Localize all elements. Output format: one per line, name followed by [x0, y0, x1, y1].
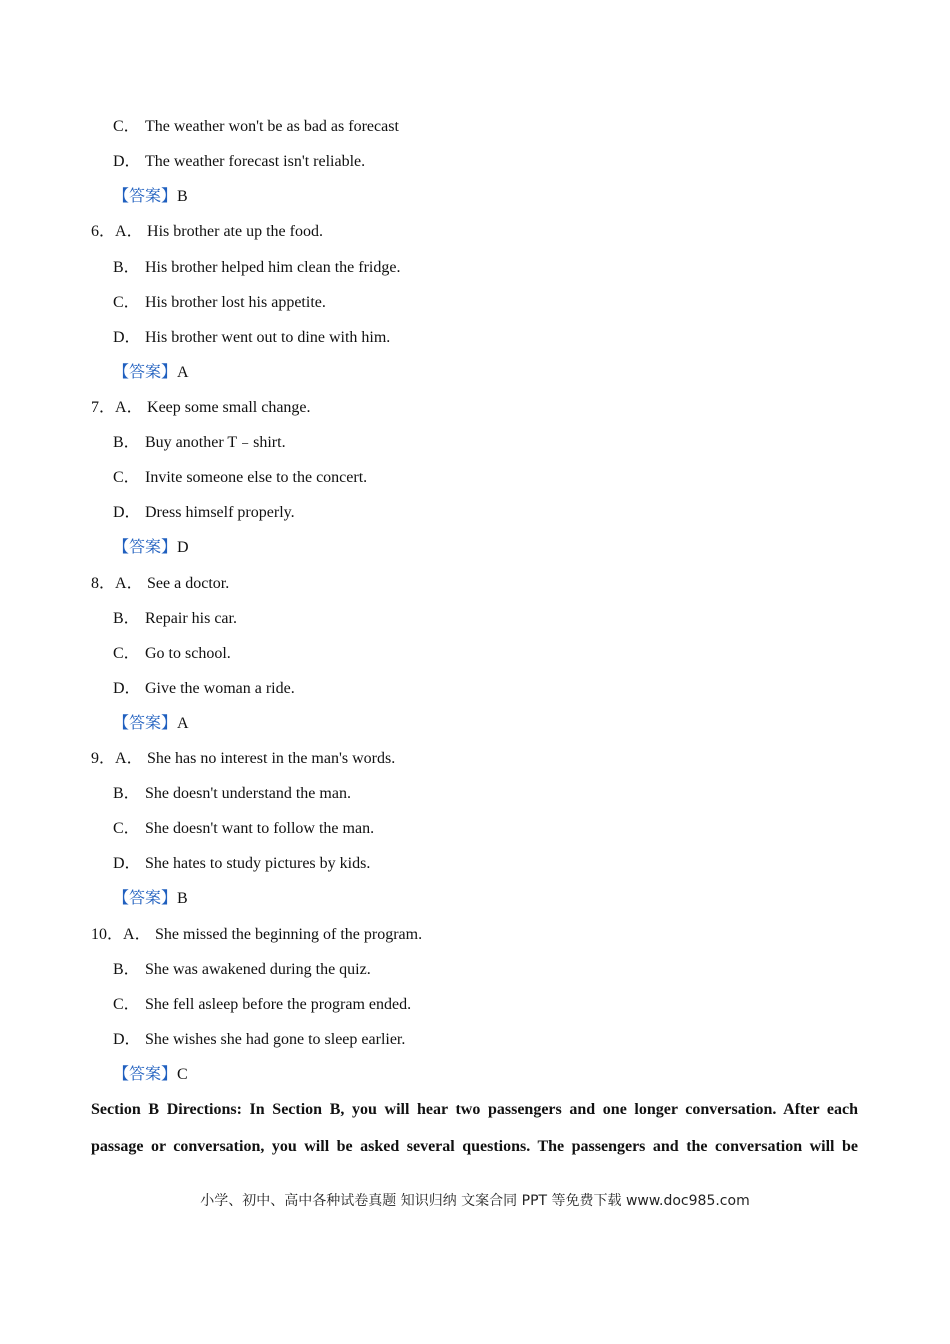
q6-option-a: 6．A． His brother ate up the food.	[91, 223, 323, 240]
q6-option-c: C． His brother lost his appetite.	[113, 294, 326, 311]
q8-option-a: 8．A． See a doctor.	[91, 575, 230, 592]
q8-answer: 【答案】A	[113, 715, 189, 732]
q9-answer: 【答案】B	[113, 890, 188, 907]
q9-option-d: D． She hates to study pictures by kids.	[113, 855, 371, 872]
q8-option-c: C． Go to school.	[113, 645, 231, 662]
q6-option-b: B． His brother helped him clean the fridge.	[113, 259, 401, 276]
q7-option-c: C． Invite someone else to the concert.	[113, 469, 368, 486]
section-b-directions-line-1: Section B Directions: In Section B, you will hear two passengers and one longer conversation. After each	[91, 1101, 858, 1118]
q9-option-c: C． She doesn't want to follow the man.	[113, 820, 375, 837]
q5-answer: 【答案】B	[113, 188, 188, 205]
q9-option-a: 9．A． She has no interest in the man's words.	[91, 750, 396, 767]
q7-answer: 【答案】D	[113, 539, 189, 556]
q9-option-b: B． She doesn't understand the man.	[113, 785, 351, 802]
q5-option-d: D． The weather forecast isn't reliable.	[113, 153, 366, 170]
q10-option-d: D． She wishes she had gone to sleep earlier.	[113, 1031, 406, 1048]
q8-option-b: B． Repair his car.	[113, 610, 237, 627]
q7-option-b: B． Buy another T﹣shirt.	[113, 434, 286, 451]
q8-option-d: D． Give the woman a ride.	[113, 680, 295, 697]
q6-answer: 【答案】A	[113, 364, 189, 381]
q5-option-c: C． The weather won't be as bad as forecast	[113, 118, 399, 135]
q10-option-a: 10．A． She missed the beginning of the program.	[91, 926, 423, 943]
q10-option-c: C． She fell asleep before the program ended.	[113, 996, 412, 1013]
section-b-directions-line-2: passage or conversation, you will be asked several questions. The passengers and the conversation will be	[91, 1138, 858, 1155]
q7-option-d: D． Dress himself properly.	[113, 504, 295, 521]
q6-option-d: D． His brother went out to dine with him.	[113, 329, 391, 346]
q10-option-b: B． She was awakened during the quiz.	[113, 961, 371, 978]
page-footer: 小学、初中、高中各种试卷真题 知识归纳 文案合同 PPT 等免费下载 www.doc985.com	[200, 1193, 750, 1209]
q7-option-a: 7．A． Keep some small change.	[91, 399, 311, 416]
q10-answer: 【答案】C	[113, 1066, 188, 1083]
